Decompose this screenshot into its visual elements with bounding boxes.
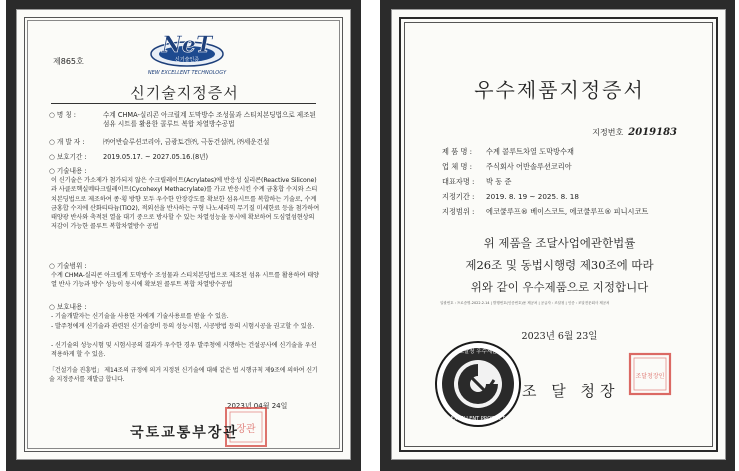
scope-text: 수계 CHMA-실리콘 아크릴계 도막방수 조성물과 스티치본딩법으로 제조된 섬유 시트를 활용하여 태양열 반사 기능과 방수 성능이 동시에 확보된 콜루트 복합 차열방수공법 [51,272,320,289]
body-line: 위와 같이 우수제품으로 지정합니다 [470,280,649,294]
issuer-name-main: 조 달 청 [522,382,601,400]
protection-item: - 발주청에게 신기술과 관련된 신기술장비 등의 성능시험, 시공방법 등의 시험시공을 권고할 수 있음. [51,323,315,330]
certificate-title: 우수제품지정증서 [474,78,645,102]
seal-text: 조달청장인 [635,373,665,380]
designation-number-label: 지정번호 [592,128,624,137]
title-rule [51,103,316,104]
protection-item: - 기술개발자는 신기술을 사용한 자에게 기술사용료를 받을 수 있음. [51,313,229,320]
certificate-title: 신기술지정증서 [130,84,239,102]
field-label: 대표자명 : [442,177,475,186]
field-label: 업 체 명 : [442,162,473,171]
new-technology-certificate [16,9,351,460]
excellent-product-certificate [391,9,726,460]
designation-number [592,127,677,138]
agency-seal-stamp [628,352,672,396]
content-text: 이 신기술은 가소제가 첨가되지 않은 수크릴레이트(Acrylates)에 반응성 실리콘(Reactive Silicone)과 사클로헥실메타크릴레이트(Cycohexyl Methacrylate)를 가교 반응시킨 수계 금홍합 수지와 스티치본딩법으로 제조하여 종·횡 방향 모두 우수한 안장강도를 확보한 섬유시트를 복합하는 기술로, 수계 금홍합 수지에 산화티타늄(TiO2), 적외선을 반사하는 구형 나노세라믹 무기질 미세한료 등을 첨가하여 태양광 반사와 축적된 열을 대기 중으로 방사할 수 있는 차열성능을 동시에 확보하여 도심열섬현상의 저감이 가능한 콜루트 복합차열방수 공법 [51,177,320,231]
issuer-name-suffix: 장 [600,382,620,400]
logo-wordmark: NeT [161,32,213,58]
field-row [442,162,572,172]
protection-heading: ○ 보호내용 : [49,303,87,311]
field-label-name: ○ 명 칭 : [49,111,77,119]
field-label-developer: ○ 개 발 자 : [49,138,85,146]
field-label: 지정범위 : [442,207,475,216]
excellent-product-mark [434,340,522,428]
serial-number: 제865호 [53,57,84,66]
field-value-name: 수계 CHMA-실리콘 아크릴계 도막방수 조성물과 스티치본딩법으로 제조된 섬유 시트를 활용한 콜루트 복합 차열방수공법 [103,111,316,128]
issuer-name [522,380,620,401]
mark-korean: 조달청 우수제품 [458,349,498,355]
legal-basis-text: 「건설기술 진흥법」 제14조의 규정에 의거 지정된 신기술에 대해 같은 법 시행규칙 제9조에 의하여 신기술 지정증서를 재발급 합니다. [49,367,318,384]
field-row [442,192,579,202]
mark-text: EXCELLENT PRODUCT [450,416,506,422]
net-logo [137,24,237,80]
seal-text: 장관 [236,424,256,435]
field-value: 2019. 8. 19 ~ 2025. 8. 18 [486,192,579,201]
issue-date: 2023년 04월 24일 [227,402,288,410]
body-line: 위 제품을 조달사업에관한법률 [483,236,636,250]
content-heading: ○ 기술내용 : [49,167,87,175]
logo-korean: 신기술인증 [174,57,200,63]
issuer-name: 국토교통부장관 [130,425,239,441]
field-value: 박 동 준 [486,177,512,186]
body-line: 제26조 및 동법시행령 제30조에 따라 [465,258,654,272]
field-label: 지정기간 : [442,192,475,201]
field-value: 주식회사 어반솔루션코리아 [486,162,572,171]
field-label: 제 품 명 : [442,147,473,156]
field-row [442,207,648,217]
designation-number-value: 2019183 [628,127,677,138]
field-value: 수계 콜루트차열 도막방수재 [486,147,574,156]
field-label-period: ○ 보호기간 : [49,153,87,161]
scope-heading: ○ 기술범위 : [49,262,87,270]
field-row [442,177,511,187]
fine-print: 일괄번호 : 프로증명-2022.2.14 | 발행번호(인증번호)용 제공처 | 공급자 : 조달청 | 인증 : 조달전문회사 제공처 [440,301,610,305]
logo-subtitle: NEW EXCELLENT TECHNOLOGY [147,70,227,76]
field-value-developer: ㈜어반슬루션코리아, 금광토건㈜, 극동건설㈜, ㈜세운건설 [103,138,270,146]
issue-date: 2023년 6월 23일 [521,331,598,342]
field-value-period: 2019.05.17. ~ 2027.05.16.(8년) [103,153,209,161]
field-row [442,147,574,157]
field-value: 에코쿨루프® 베이스코트, 에코쿨루프® 피니시코트 [486,207,649,216]
protection-item: - 신기술의 성능시험 및 시험시공의 결과가 우수한 경우 발주청에 시행하는 건설공사에 신기술을 우선 적용하게 할 수 있음. [51,342,317,359]
